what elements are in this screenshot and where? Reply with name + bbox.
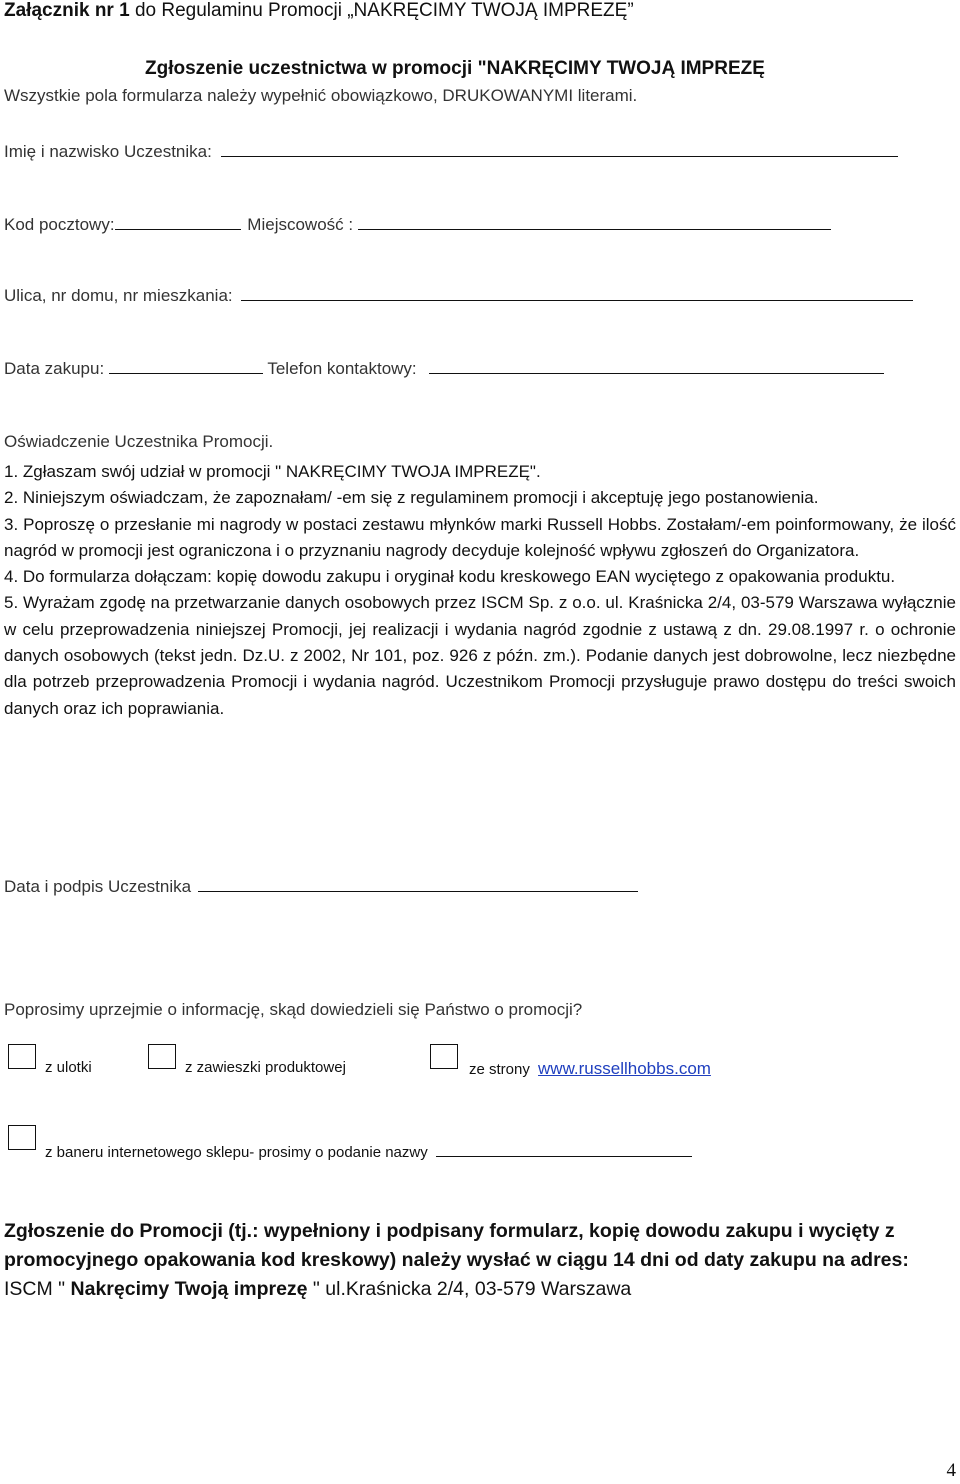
address-part-1: ISCM " — [4, 1278, 71, 1300]
postal-code-label: Kod pocztowy: — [4, 215, 115, 234]
statement-item-3: 3. Poproszę o przesłanie mi nagrody w postaci zestawu młynków marki Russell Hobbs. Zostałam/-em poinformowany, że ilość nagród w promocji jest ograniczona i o przyznaniu nagrody decyduje kolejność wpływu zgłoszeń do Organizatora. — [4, 514, 956, 560]
name-field-row — [4, 140, 898, 162]
shop-name-input-line[interactable] — [436, 1140, 692, 1157]
name-input-line[interactable] — [221, 140, 898, 157]
option-leaflet-label: z ulotki — [45, 1059, 92, 1076]
annex-label: Załącznik nr 1 — [4, 0, 130, 21]
street-label: Ulica, nr domu, nr mieszkania: — [4, 286, 233, 305]
address-part-2: " ul.Kraśnicka 2/4, 03-579 Warszawa — [307, 1278, 632, 1300]
statement-item-4: 4. Do formularza dołączam: kopię dowodu zakupu i oryginał kodu kreskowego EAN wyciętego z opakowania produktu. — [4, 567, 896, 587]
phone-input-line[interactable] — [429, 357, 884, 374]
page-number: 4 — [946, 1460, 956, 1481]
name-label: Imię i nazwisko Uczestnika: — [4, 142, 212, 161]
purchase-date-input-line[interactable] — [109, 357, 263, 374]
option-website-label: ze strony — [469, 1061, 530, 1078]
annex-header — [4, 0, 634, 22]
checkbox-banner[interactable] — [8, 1125, 36, 1150]
checkbox-website[interactable] — [430, 1044, 458, 1069]
form-title: Zgłoszenie uczestnictwa w promocji "NAKRĘCIMY TWOJĄ IMPREZĘ — [145, 58, 765, 79]
signature-row — [4, 875, 638, 897]
date-phone-row — [4, 357, 884, 379]
street-input-line[interactable] — [241, 284, 913, 301]
purchase-date-label: Data zakupu: — [4, 359, 105, 378]
street-field-row — [4, 284, 913, 306]
statement-item-1: 1. Zgłaszam swój udział w promocji " NAKRĘCIMY TWOJA IMPREZĘ". — [4, 462, 541, 481]
city-input-line[interactable] — [358, 213, 831, 230]
russellhobbs-link[interactable]: www.russellhobbs.com — [538, 1059, 711, 1078]
signature-input-line[interactable] — [198, 875, 638, 892]
submission-text: Zgłoszenie do Promocji (tj.: wypełniony i podpisany formularz, kopię dowodu zakupu i wycięty z promocyjnego opakowania kod kreskowy) należy wysłać w ciągu 14 dni od daty zakupu na adres: — [4, 1220, 909, 1271]
checkbox-leaflet[interactable] — [8, 1044, 36, 1069]
option-product-tag-label: z zawieszki produktowej — [185, 1059, 346, 1076]
option-website-row — [469, 1059, 711, 1079]
survey-question: Poprosimy uprzejmie o informację, skąd dowiedzieli się Państwo o promocji? — [4, 1000, 583, 1019]
annex-rest: do Regulaminu Promocji „NAKRĘCIMY TWOJĄ IMPREZĘ” — [129, 0, 634, 21]
address-promo-name: Nakręcimy Twoją imprezę — [70, 1278, 308, 1300]
statement-item-5: 5. Wyrażam zgodę na przetwarzanie danych osobowych przez ISCM Sp. z o.o. ul. Kraśnicka 2/4, 03-579 Warszawa wyłącznie w celu przeprowadzenia niniejszej Promocji, jej realizacji i wydania nagród zgodnie z ustawą z dn. 29.08.1997 r. o ochronie danych osobowych (tekst jedn. Dz.U. z 2002, Nr 101, poz. 926 z późn. zm.). Podanie danych jest dobrowolne, lecz niezbędne dla potrzeb przeprowadzenia Promocji i wydania nagród. Uczestnikom Promocji przysługuje prawo dostępu do treści swoich danych oraz ich poprawiania. — [4, 593, 956, 718]
form-instruction: Wszystkie pola formularza należy wypełnić obowiązkowo, DRUKOWANYMI literami. — [4, 86, 638, 105]
address-field-row — [4, 213, 831, 235]
statement-item-2: 2. Niniejszym oświadczam, że zapoznałam/ -em się z regulaminem promocji i akceptuję jego postanowienia. — [4, 488, 819, 508]
submission-instructions — [4, 1217, 956, 1304]
city-label: Miejscowość : — [247, 215, 354, 234]
option-banner-label: z baneru internetowego sklepu- prosimy o podanie nazwy — [45, 1144, 428, 1161]
statement-heading: Oświadczenie Uczestnika Promocji. — [4, 432, 274, 451]
postal-code-input-line[interactable] — [115, 213, 241, 230]
statement-list — [4, 459, 956, 722]
checkbox-product-tag[interactable] — [148, 1044, 176, 1069]
signature-label: Data i podpis Uczestnika — [4, 877, 192, 896]
submission-address — [4, 1275, 956, 1304]
option-banner-row — [45, 1140, 692, 1161]
phone-label: Telefon kontaktowy: — [267, 359, 417, 378]
